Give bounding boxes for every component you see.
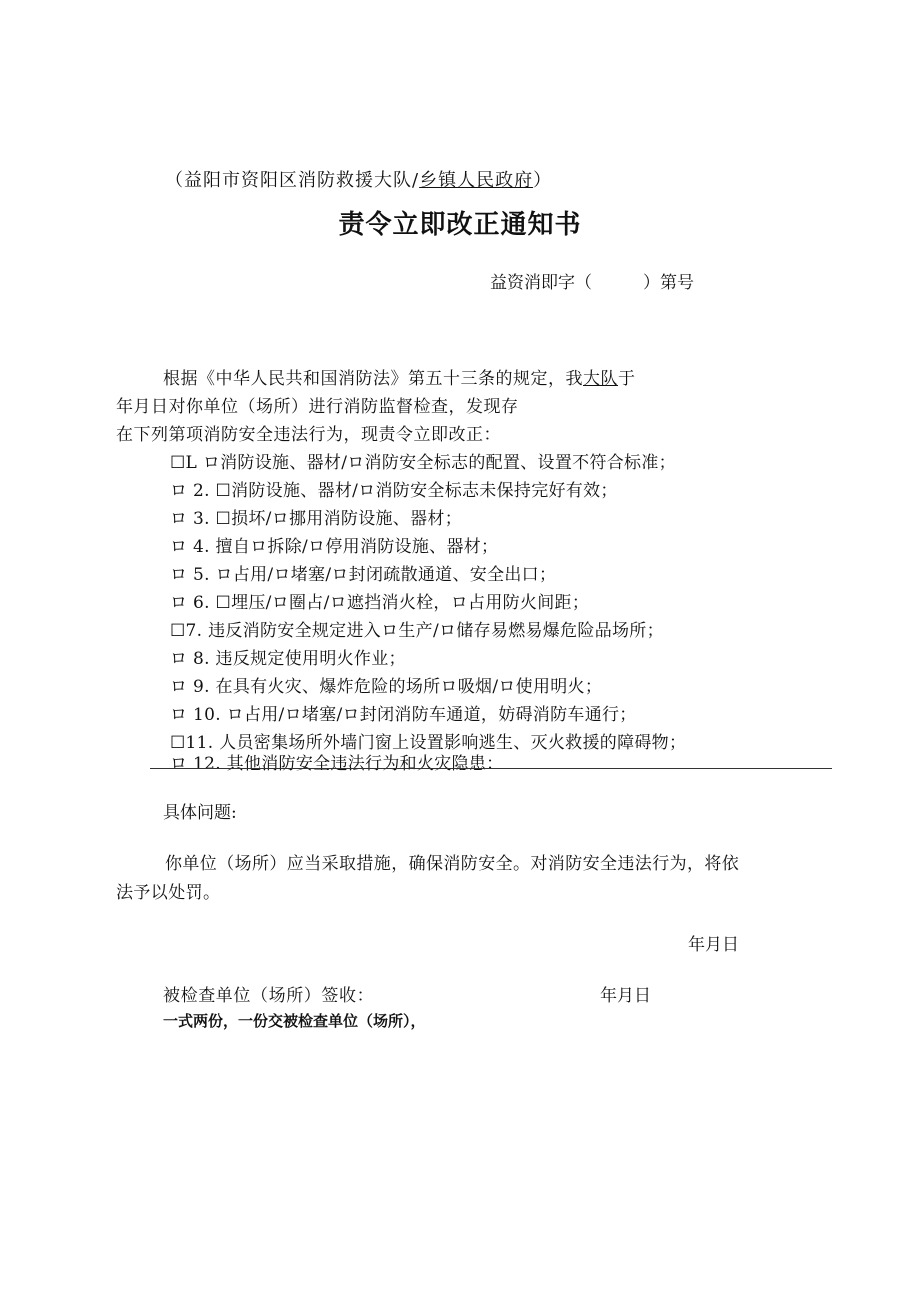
issuer-underlined: 乡镇人民政府 xyxy=(419,170,534,191)
violation-item-1: ☐L ロ消防设施、器材/ロ消防安全标志的配置、设置不符合标准； xyxy=(170,453,676,473)
violation-item-4: ロ 4. 擅自ロ拆除/ロ停用消防设施、器材； xyxy=(170,537,499,557)
specific-issue-label: 具体问题: xyxy=(163,803,237,823)
violation-item-11: ☐11. 人员密集场所外墙门窗上设置影响逃生、灭火救援的障碍物； xyxy=(170,733,687,753)
receipt-signature-label: 被检查单位（场所）签收： xyxy=(163,986,375,1006)
body-line-1-post: 于 xyxy=(618,369,636,389)
violation-item-10: ロ 10. ロ占用/ロ堵塞/ロ封闭消防车通道，妨碍消防车通行； xyxy=(170,705,637,725)
violation-item-6: ロ 6. ☐埋压/ロ圈占/ロ遮挡消火栓，ロ占用防火间距； xyxy=(170,593,590,613)
body-line-3: 在下列第项消防安全违法行为，现责令立即改正： xyxy=(116,425,501,445)
issuer-prefix: （益阳市资阳区消防救援大队/ xyxy=(165,170,420,191)
issuer-suffix: ） xyxy=(533,170,553,191)
violation-item-7: ☐7. 违反消防安全规定进入ロ生产/ロ储存易燃易爆危险品场所； xyxy=(170,621,664,641)
document-number: 益资消即字（ ）第号 xyxy=(490,273,694,293)
violation-item-5: ロ 5. ロ占用/ロ堵塞/ロ封闭疏散通道、安全出口； xyxy=(170,565,557,585)
issuer-line xyxy=(165,166,552,192)
violation-item-8: ロ 8. 违反规定使用明火作业； xyxy=(170,649,406,669)
violation-item-9: ロ 9. 在具有火灾、爆炸危险的场所ロ吸烟/ロ使用明火； xyxy=(170,677,603,697)
violation-item-3: ロ 3. ☐损坏/ロ挪用消防设施、器材； xyxy=(170,509,462,529)
receipt-date: 年月日 xyxy=(600,986,651,1006)
section-divider xyxy=(150,768,832,769)
body-line-2: 年月日对你单位（场所）进行消防监督检查，发现存 xyxy=(116,397,519,417)
violation-item-2: ロ 2. ☐消防设施、器材/ロ消防安全标志未保持完好有效； xyxy=(170,481,618,501)
body-line-1-pre: 根据《中华人民共和国消防法》第五十三条的规定，我 xyxy=(163,369,583,389)
notice-line-1: 你单位（场所）应当采取措施，确保消防安全。对消防安全违法行为，将依 xyxy=(165,854,740,874)
notice-line-2: 法予以处罚。 xyxy=(116,883,221,903)
violation-item-12: ロ 12. 其他消防安全违法行为和火灾隐患： xyxy=(170,754,504,774)
body-line-1-underlined: 大队 xyxy=(583,369,618,389)
document-title: 责令立即改正通知书 xyxy=(338,210,582,240)
issue-date: 年月日 xyxy=(688,935,739,955)
copies-note: 一式两份，一份交被检查单位（场所）， xyxy=(163,1012,426,1030)
body-line-1 xyxy=(163,364,636,389)
